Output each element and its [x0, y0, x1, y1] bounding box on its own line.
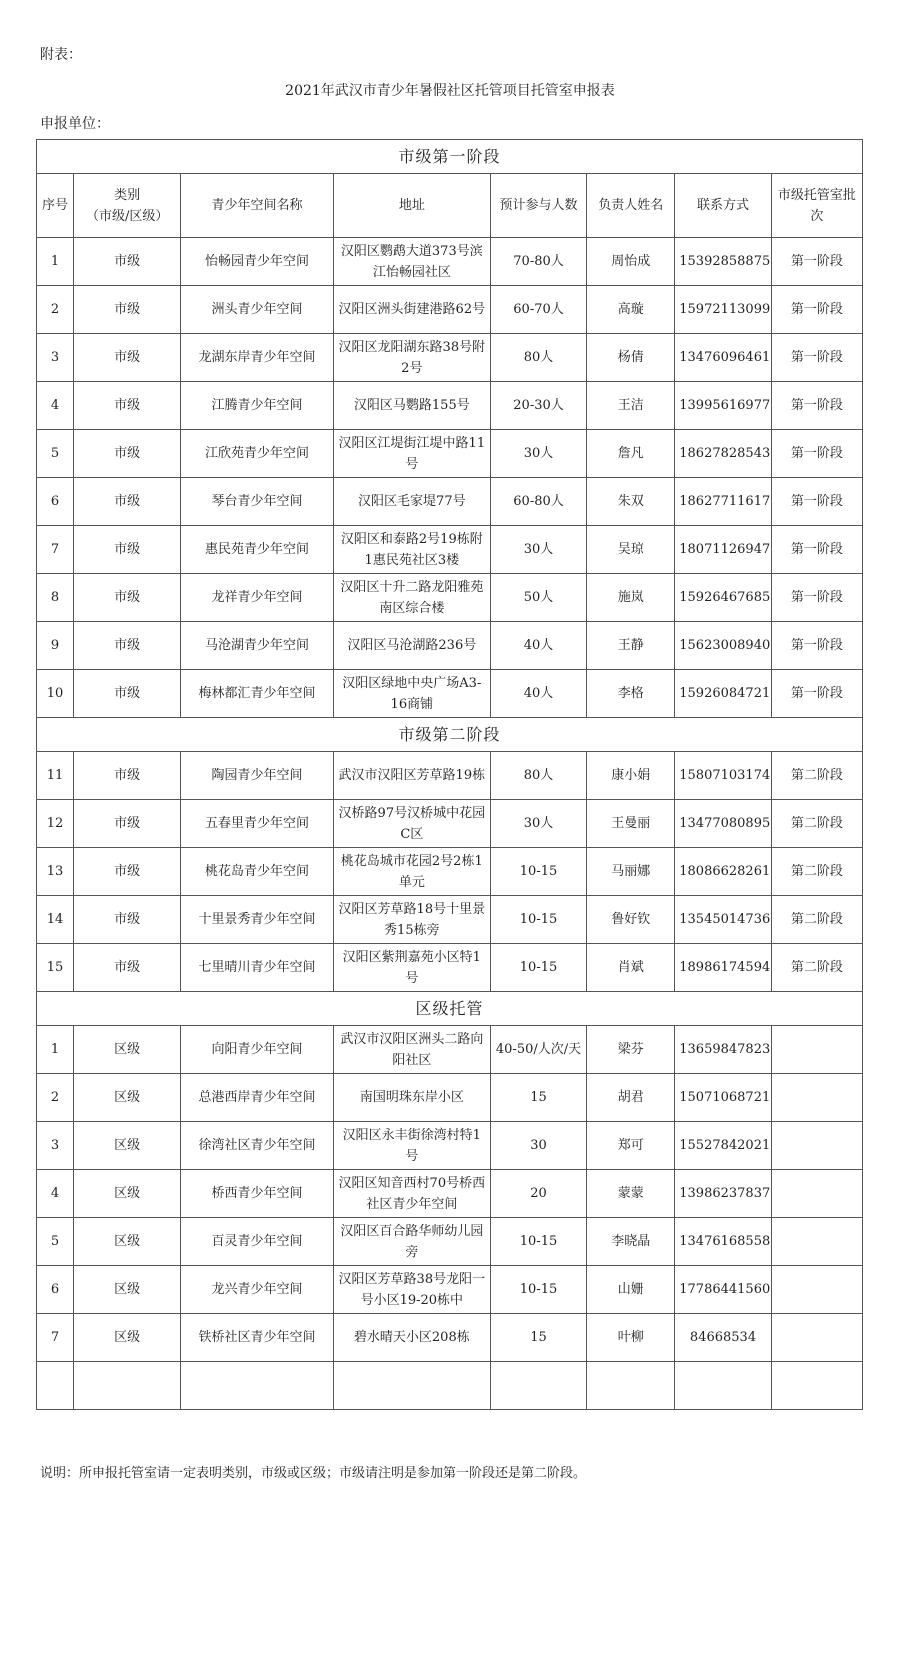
cell-category: 区级	[74, 1026, 181, 1074]
cell-person: 胡君	[587, 1074, 675, 1122]
cell-batch: 第一阶段	[771, 334, 862, 382]
cell-seq: 13	[37, 848, 74, 896]
cell-space-name: 龙祥青少年空间	[181, 574, 334, 622]
cell-phone: 13476168558	[675, 1218, 771, 1266]
cell-category: 市级	[74, 896, 181, 944]
empty-cell	[74, 1362, 181, 1410]
cell-expected: 40人	[490, 670, 586, 718]
cell-category: 市级	[74, 286, 181, 334]
cell-address: 汉阳区绿地中央广场A3-16商铺	[333, 670, 490, 718]
table-row	[37, 1218, 863, 1266]
cell-space-name: 桃花岛青少年空间	[181, 848, 334, 896]
cell-category: 区级	[74, 1218, 181, 1266]
cell-phone: 13476096461	[675, 334, 771, 382]
header-category-sub: （市级/区级）	[85, 208, 169, 224]
cell-seq: 8	[37, 574, 74, 622]
header-address: 地址	[333, 174, 490, 238]
cell-person: 康小娟	[587, 752, 675, 800]
cell-person: 吴琼	[587, 526, 675, 574]
cell-person: 鲁好钦	[587, 896, 675, 944]
cell-phone: 18986174594	[675, 944, 771, 992]
cell-space-name: 江腾青少年空间	[181, 382, 334, 430]
table-row	[37, 1074, 863, 1122]
cell-batch	[771, 1026, 862, 1074]
empty-cell	[37, 1362, 74, 1410]
cell-category: 市级	[74, 670, 181, 718]
cell-category: 市级	[74, 382, 181, 430]
cell-phone: 15527842021	[675, 1122, 771, 1170]
cell-space-name: 惠民苑青少年空间	[181, 526, 334, 574]
empty-table-row	[37, 1362, 863, 1410]
header-expected: 预计参与人数	[490, 174, 586, 238]
header-category-label: 类别	[114, 187, 141, 203]
cell-address: 武汉市汉阳区芳草路19栋	[333, 752, 490, 800]
table-row	[37, 1170, 863, 1218]
cell-batch: 第一阶段	[771, 670, 862, 718]
table-row	[37, 334, 863, 382]
cell-batch	[771, 1218, 862, 1266]
cell-category: 区级	[74, 1266, 181, 1314]
cell-address: 汉阳区马沧湖路236号	[333, 622, 490, 670]
cell-phone: 15071068721	[675, 1074, 771, 1122]
table-row	[37, 752, 863, 800]
cell-expected: 20	[490, 1170, 586, 1218]
cell-seq: 10	[37, 670, 74, 718]
cell-phone: 13659847823	[675, 1026, 771, 1074]
cell-person: 詹凡	[587, 430, 675, 478]
cell-address: 汉阳区毛家堤77号	[333, 478, 490, 526]
cell-person: 高璇	[587, 286, 675, 334]
cell-seq: 1	[37, 238, 74, 286]
cell-person: 郑可	[587, 1122, 675, 1170]
cell-space-name: 总港西岸青少年空间	[181, 1074, 334, 1122]
cell-phone: 18086628261	[675, 848, 771, 896]
table-row	[37, 1026, 863, 1074]
cell-expected: 30	[490, 1122, 586, 1170]
cell-batch: 第一阶段	[771, 478, 862, 526]
cell-batch: 第二阶段	[771, 752, 862, 800]
cell-batch: 第一阶段	[771, 382, 862, 430]
cell-seq: 4	[37, 1170, 74, 1218]
cell-address: 汉阳区龙阳湖东路38号附2号	[333, 334, 490, 382]
cell-phone: 84668534	[675, 1314, 771, 1362]
empty-cell	[587, 1362, 675, 1410]
header-seq: 序号	[37, 174, 74, 238]
cell-expected: 10-15	[490, 944, 586, 992]
column-header-row	[37, 174, 863, 238]
cell-address: 汉阳区十升二路龙阳雅苑南区综合楼	[333, 574, 490, 622]
cell-expected: 80人	[490, 752, 586, 800]
cell-phone: 18627828543	[675, 430, 771, 478]
cell-expected: 15	[490, 1314, 586, 1362]
cell-space-name: 梅林都汇青少年空间	[181, 670, 334, 718]
cell-expected: 10-15	[490, 848, 586, 896]
cell-seq: 15	[37, 944, 74, 992]
cell-address: 汉阳区百合路华师幼儿园旁	[333, 1218, 490, 1266]
cell-space-name: 怡畅园青少年空间	[181, 238, 334, 286]
cell-address: 汉阳区芳草路18号十里景秀15栋旁	[333, 896, 490, 944]
cell-person: 王曼丽	[587, 800, 675, 848]
table-row	[37, 800, 863, 848]
cell-expected: 20-30人	[490, 382, 586, 430]
header-space-name: 青少年空间名称	[181, 174, 334, 238]
cell-phone: 13545014736	[675, 896, 771, 944]
cell-person: 蒙蒙	[587, 1170, 675, 1218]
cell-batch	[771, 1074, 862, 1122]
cell-person: 肖斌	[587, 944, 675, 992]
empty-cell	[771, 1362, 862, 1410]
cell-expected: 80人	[490, 334, 586, 382]
cell-address: 武汉市汉阳区洲头二路向阳社区	[333, 1026, 490, 1074]
cell-batch: 第一阶段	[771, 430, 862, 478]
cell-phone: 15392858875	[675, 238, 771, 286]
table-row	[37, 848, 863, 896]
cell-expected: 10-15	[490, 1218, 586, 1266]
cell-phone: 15926467685	[675, 574, 771, 622]
cell-phone: 13995616977	[675, 382, 771, 430]
cell-seq: 3	[37, 1122, 74, 1170]
cell-batch: 第一阶段	[771, 238, 862, 286]
cell-batch	[771, 1122, 862, 1170]
cell-person: 朱双	[587, 478, 675, 526]
cell-seq: 9	[37, 622, 74, 670]
cell-phone: 15807103174	[675, 752, 771, 800]
cell-expected: 30人	[490, 526, 586, 574]
cell-seq: 5	[37, 1218, 74, 1266]
cell-address: 汉阳区江堤街江堤中路11号	[333, 430, 490, 478]
cell-phone: 13986237837	[675, 1170, 771, 1218]
cell-address: 汉阳区紫荆嘉苑小区特1号	[333, 944, 490, 992]
cell-space-name: 百灵青少年空间	[181, 1218, 334, 1266]
cell-batch: 第二阶段	[771, 896, 862, 944]
cell-person: 叶柳	[587, 1314, 675, 1362]
cell-space-name: 十里景秀青少年空间	[181, 896, 334, 944]
cell-phone: 18071126947	[675, 526, 771, 574]
cell-seq: 4	[37, 382, 74, 430]
cell-batch	[771, 1314, 862, 1362]
cell-batch: 第二阶段	[771, 944, 862, 992]
cell-category: 市级	[74, 800, 181, 848]
cell-batch: 第一阶段	[771, 574, 862, 622]
table-row	[37, 574, 863, 622]
cell-person: 李晓晶	[587, 1218, 675, 1266]
cell-seq: 6	[37, 478, 74, 526]
cell-space-name: 七里晴川青少年空间	[181, 944, 334, 992]
cell-space-name: 马沧湖青少年空间	[181, 622, 334, 670]
cell-person: 周怡成	[587, 238, 675, 286]
cell-seq: 3	[37, 334, 74, 382]
cell-person: 王静	[587, 622, 675, 670]
section-header-row	[37, 718, 863, 752]
cell-expected: 10-15	[490, 1266, 586, 1314]
cell-space-name: 陶园青少年空间	[181, 752, 334, 800]
table-row	[37, 670, 863, 718]
cell-phone: 18627711617	[675, 478, 771, 526]
table-row	[37, 238, 863, 286]
cell-category: 市级	[74, 622, 181, 670]
header-category	[74, 174, 181, 238]
empty-cell	[333, 1362, 490, 1410]
cell-batch	[771, 1266, 862, 1314]
section-title: 市级第二阶段	[37, 718, 863, 752]
cell-expected: 30人	[490, 800, 586, 848]
cell-batch: 第一阶段	[771, 622, 862, 670]
cell-person: 山姗	[587, 1266, 675, 1314]
header-batch: 市级托管室批次	[771, 174, 862, 238]
cell-space-name: 五春里青少年空间	[181, 800, 334, 848]
cell-batch: 第一阶段	[771, 286, 862, 334]
cell-person: 梁芬	[587, 1026, 675, 1074]
cell-person: 王洁	[587, 382, 675, 430]
cell-space-name: 铁桥社区青少年空间	[181, 1314, 334, 1362]
cell-person: 杨倩	[587, 334, 675, 382]
table-row	[37, 1122, 863, 1170]
header-person: 负责人姓名	[587, 174, 675, 238]
cell-category: 区级	[74, 1074, 181, 1122]
cell-category: 市级	[74, 848, 181, 896]
table-row	[37, 478, 863, 526]
cell-seq: 14	[37, 896, 74, 944]
empty-cell	[181, 1362, 334, 1410]
cell-category: 市级	[74, 752, 181, 800]
cell-expected: 70-80人	[490, 238, 586, 286]
cell-space-name: 江欣苑青少年空间	[181, 430, 334, 478]
cell-seq: 11	[37, 752, 74, 800]
cell-category: 市级	[74, 574, 181, 622]
cell-seq: 5	[37, 430, 74, 478]
cell-phone: 15623008940	[675, 622, 771, 670]
page-title: 2021年武汉市青少年暑假社区托管项目托管室申报表	[285, 83, 615, 99]
cell-expected: 40人	[490, 622, 586, 670]
cell-space-name: 琴台青少年空间	[181, 478, 334, 526]
header-contact: 联系方式	[675, 174, 771, 238]
cell-seq: 1	[37, 1026, 74, 1074]
cell-category: 市级	[74, 526, 181, 574]
table-row	[37, 944, 863, 992]
footnote: 说明：所申报托管室请一定表明类别，市级或区级；市级请注明是参加第一阶段还是第二阶段。	[40, 1466, 587, 1481]
table-row	[37, 526, 863, 574]
cell-address: 汉桥路97号汉桥城中花园C区	[333, 800, 490, 848]
cell-address: 汉阳区和泰路2号19栋附1惠民苑社区3楼	[333, 526, 490, 574]
cell-seq: 7	[37, 1314, 74, 1362]
empty-cell	[490, 1362, 586, 1410]
cell-space-name: 桥西青少年空间	[181, 1170, 334, 1218]
reporting-unit-label: 申报单位：	[40, 116, 110, 132]
cell-address: 汉阳区芳草路38号龙阳一号小区19-20栋中	[333, 1266, 490, 1314]
cell-batch: 第一阶段	[771, 526, 862, 574]
application-table	[36, 139, 863, 1410]
cell-space-name: 向阳青少年空间	[181, 1026, 334, 1074]
appendix-label: 附表：	[40, 47, 82, 63]
table-row	[37, 382, 863, 430]
section-header-row	[37, 140, 863, 174]
table-row	[37, 622, 863, 670]
cell-person: 李格	[587, 670, 675, 718]
cell-seq: 2	[37, 1074, 74, 1122]
cell-address: 汉阳区马鹦路155号	[333, 382, 490, 430]
cell-category: 市级	[74, 334, 181, 382]
table-row	[37, 896, 863, 944]
cell-space-name: 龙湖东岸青少年空间	[181, 334, 334, 382]
cell-category: 区级	[74, 1314, 181, 1362]
cell-expected: 15	[490, 1074, 586, 1122]
cell-expected: 60-80人	[490, 478, 586, 526]
cell-seq: 2	[37, 286, 74, 334]
cell-address: 汉阳区洲头街建港路62号	[333, 286, 490, 334]
cell-address: 汉阳区鹦鹉大道373号滨江怡畅园社区	[333, 238, 490, 286]
cell-category: 市级	[74, 430, 181, 478]
empty-cell	[675, 1362, 771, 1410]
cell-seq: 7	[37, 526, 74, 574]
section-title: 区级托管	[37, 992, 863, 1026]
cell-batch	[771, 1170, 862, 1218]
table-row	[37, 1314, 863, 1362]
cell-address: 桃花岛城市花园2号2栋1单元	[333, 848, 490, 896]
table-body	[37, 140, 863, 1410]
cell-space-name: 徐湾社区青少年空间	[181, 1122, 334, 1170]
cell-expected: 10-15	[490, 896, 586, 944]
cell-address: 汉阳区永丰街徐湾村特1号	[333, 1122, 490, 1170]
cell-phone: 15926084721	[675, 670, 771, 718]
cell-address: 碧水晴天小区208栋	[333, 1314, 490, 1362]
cell-person: 施岚	[587, 574, 675, 622]
table-row	[37, 1266, 863, 1314]
cell-expected: 60-70人	[490, 286, 586, 334]
cell-space-name: 洲头青少年空间	[181, 286, 334, 334]
cell-seq: 6	[37, 1266, 74, 1314]
cell-phone: 13477080895	[675, 800, 771, 848]
cell-address: 汉阳区知音西村70号桥西社区青少年空间	[333, 1170, 490, 1218]
cell-person: 马丽娜	[587, 848, 675, 896]
cell-expected: 50人	[490, 574, 586, 622]
cell-batch: 第二阶段	[771, 800, 862, 848]
cell-category: 区级	[74, 1170, 181, 1218]
cell-category: 市级	[74, 944, 181, 992]
cell-phone: 17786441560	[675, 1266, 771, 1314]
cell-category: 市级	[74, 238, 181, 286]
cell-category: 区级	[74, 1122, 181, 1170]
table-row	[37, 430, 863, 478]
section-title: 市级第一阶段	[37, 140, 863, 174]
table-row	[37, 286, 863, 334]
section-header-row	[37, 992, 863, 1026]
cell-phone: 15972113099	[675, 286, 771, 334]
cell-category: 市级	[74, 478, 181, 526]
cell-address: 南国明珠东岸小区	[333, 1074, 490, 1122]
cell-batch: 第二阶段	[771, 848, 862, 896]
cell-seq: 12	[37, 800, 74, 848]
cell-space-name: 龙兴青少年空间	[181, 1266, 334, 1314]
cell-expected: 30人	[490, 430, 586, 478]
cell-expected: 40-50/人次/天	[490, 1026, 586, 1074]
